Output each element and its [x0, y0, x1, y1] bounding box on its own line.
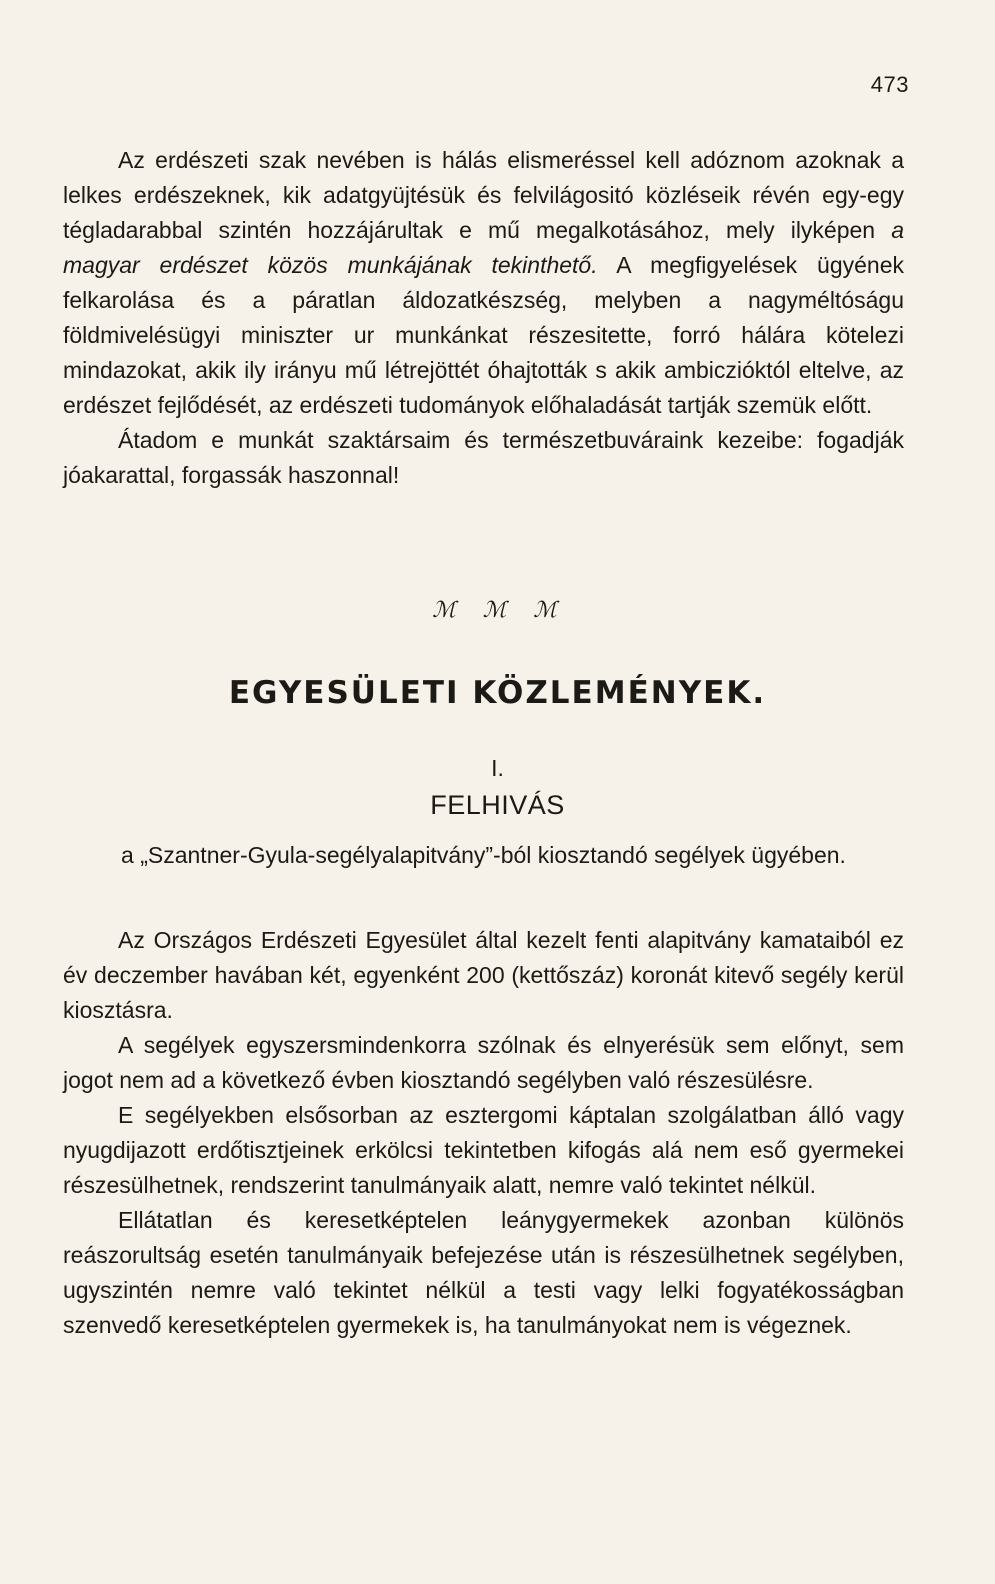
notice-title: FELHIVÁS — [430, 790, 565, 820]
notice-paragraph-3: E segélyekben elsősorban az esztergomi káptalan szolgálatban álló vagy nyugdijazott erdőtisztjeinek erkölcsi tekintetben kifogás alá nem eső gyermekei részesülhetnek, rendszerint tanulmányaik alatt, nemre való tekintet nélkül. — [63, 1102, 904, 1198]
notice-paragraph-1: Az Országos Erdészeti Egyesület által kezelt fenti alapitvány kamataiból ez év deczember havában két, egyenként 200 (kettőszáz) koronát kitevő segély kerül kiosztásra. — [63, 927, 904, 1023]
section-heading: EGYESÜLETI KÖZLEMÉNYEK. — [228, 675, 767, 711]
ornament-glyph: ℳ — [533, 598, 563, 623]
ornament-glyph: ℳ — [482, 598, 513, 623]
intro-paragraph-1 — [63, 143, 904, 423]
ornament-glyph: ℳ — [432, 598, 462, 623]
notice-subtitle: a „Szantner-Gyula-segélyalapitvány”-ból kiosztandó segélyek ügyében. — [121, 842, 846, 868]
intro-text — [63, 143, 904, 493]
ornament-divider — [0, 598, 995, 623]
intro-emphasis: a magyar erdészet közös munkájának tekinthető. — [63, 217, 904, 278]
intro-paragraph-1-start: Az erdészeti szak nevében is hálás elismeréssel kell adóznom azoknak a lelkes erdészeknek, kik adatgyüjtésük és felvilágositó közléseik révén egy-egy tégladarabbal szintén hozzájárultak e mű megalkotásához, mely ilyképen — [63, 147, 904, 243]
section-number: I. — [491, 755, 504, 781]
notice-paragraph-4: Ellátatlan és keresetképtelen leánygyermekek azonban különös reászorultság esetén tanulmányaik befejezése után is részesülhetnek segélyben, ugyszintén nemre való tekintet nélkül a testi vagy lelki fogyatékosságban szenvedő keresetképtelen gyermekek is, ha tanulmányokat nem is végeznek. — [63, 1207, 904, 1338]
intro-paragraph-2: Átadom e munkát szaktársaim és természetbuváraink kezeibe: fogadják jóakarattal, forgassák haszonnal! — [63, 427, 904, 488]
notice-paragraph-2: A segélyek egyszersmindenkorra szólnak és elnyerésük sem előnyt, sem jogot nem ad a következő évben kiosztandó segélyben való részesülésre. — [63, 1032, 904, 1093]
intro-paragraph-1-end: A megfigyelések ügyének felkarolása és a páratlan áldozatkészség, melyben a nagyméltóságu földmivelésügyi miniszter ur munkánkat részesitette, forró hálára kötelezi mindazokat, akik ily irányu mű létrejöttét óhajtották s akik ambiczióktól eltelve, az erdészet fejlődését, az erdészeti tudományok előhaladását tartják szemük előtt. — [63, 252, 904, 418]
notice-text — [63, 923, 904, 1343]
page-number: 473 — [870, 72, 909, 97]
